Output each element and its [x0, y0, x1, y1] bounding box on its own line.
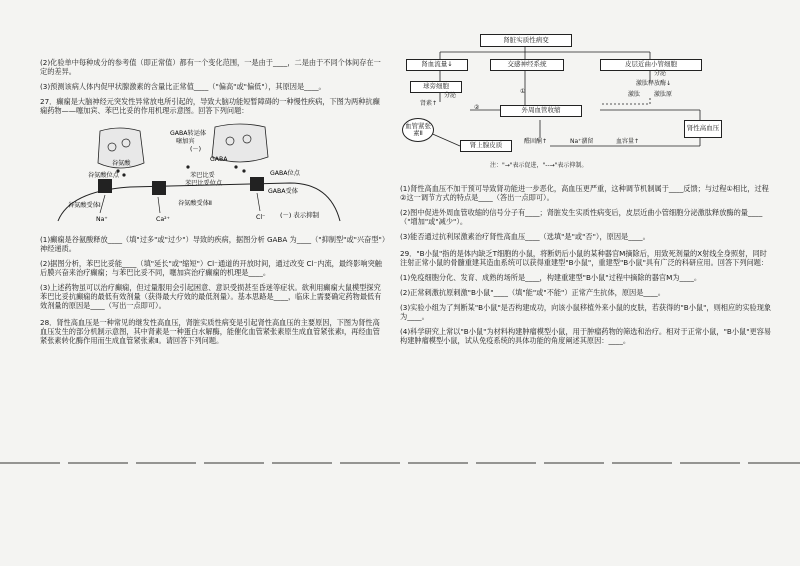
label-kinin: 激肽 [628, 91, 641, 98]
node-vasoconstriction: 外周血管收缩 [500, 105, 582, 117]
q26-part2: (2)化验单中每种成分的参考值（即正常值）都有一个变化范围，一是由于____，二是由于不同个体间存在一定的差异。 [40, 58, 381, 76]
label-renin-up: 肾素↑ [420, 100, 438, 107]
label-aldosterone: 醛固酮↑ [524, 138, 548, 145]
label-inhibit: (－) [190, 146, 202, 153]
renal-hypertension-flowchart [400, 28, 772, 178]
node-sympathetic: 交感神经系统 [490, 59, 564, 71]
label-glutamate-site: 谷氨酸位点 [88, 172, 119, 179]
label-tiagabine: 噻加宾 [176, 138, 195, 145]
label-step-1: ① [520, 88, 526, 95]
label-na: Na⁺ [96, 216, 108, 223]
label-gaba-receptor: GABA受体 [268, 188, 298, 195]
label-step-2: ② [474, 104, 480, 111]
flowchart-note: 注："→"表示促进，"--→"表示抑制。 [490, 162, 588, 169]
footer-dashes [0, 460, 800, 466]
node-renal-lesion: 肾脏实质性病变 [480, 34, 572, 47]
q28-part3: (3)能否通过抗利尿激素治疗肾性高血压____（选填"是"或"否"），原因是____。 [400, 232, 650, 241]
label-ca: Ca²⁺ [156, 216, 170, 223]
synapse-figure [40, 121, 386, 227]
node-proximal-tubule: 皮层近曲小管细胞 [600, 59, 702, 71]
label-kallikrein: 激肽释放酶↓ [636, 80, 672, 87]
q28-part2: (2)图中促进外周血管收缩的信号分子有____；肾脏发生实质性病变后，皮层近曲小管细胞分泌激肽释放酶的量____（"增加"或"减少"）。 [400, 208, 763, 226]
label-cl: Cl⁻ [256, 214, 266, 221]
left-column [40, 58, 386, 351]
q28-intro: 28．肾性高血压是一种常见的继发性高血压，肾脏实质性病变是引起肾性高血压的主要原因，下图为肾性高血压发生的部分机制示意图，其中肾素是一种蛋白水解酶，能催化血管紧张素原生成血管紧张素Ⅰ，再经血管紧张素转化酶作用而生成血管紧张素Ⅱ。请回答下列问题。 [40, 318, 380, 345]
label-receptor-2: 谷氨酸受体Ⅱ [178, 200, 212, 207]
label-blood-volume: 血容量↑ [616, 138, 640, 145]
label-gaba: GABA [210, 156, 228, 163]
q29-part2: (2)正常刺激抗原刺激"B小鼠"____（填"能"或"不能"）正常产生抗体，原因是____。 [400, 288, 665, 297]
q27-part2: (2)据图分析，苯巴比妥能____（填"延长"或"缩短"）Cl⁻通道的开放时间，通过改变 Cl⁻内流，最终影响突触后膜兴奋来治疗癫痫；与苯巴比妥不同，噻加宾治疗癫痫的机理是____。 [40, 259, 382, 277]
q29-part4: (4)科学研究上常以"B小鼠"为材料构建肿瘤模型小鼠，用于肿瘤药物的筛选和治疗。相对于正常小鼠，"B小鼠"更容易构建肿瘤模型小鼠，试从免疫系统的具体功能的角度阐述其原因：____。 [400, 327, 772, 345]
label-phenobarbital-site: 苯巴比妥位点 [185, 180, 223, 187]
q27-part3: (3)上述药物虽可以治疗癫痫，但过量服用会引起困意、意识受损甚至昏迷等症状。欲利用癫痫大鼠模型探究苯巴比妥抗癫痫的最低有效剂量（获得最大疗效的最低剂量）。基本思路是____，临床上需要确定药物最低有效剂量的原因是____（写出一点即可）。 [40, 283, 382, 310]
label-phenobarbital: 苯巴比妥 [190, 172, 215, 179]
label-kininogen: 激肽原 [654, 91, 673, 98]
right-column [400, 28, 772, 351]
q29-part3: (3)实验小组为了判断某"B小鼠"是否构建成功，向该小鼠移植外来小鼠的皮肤，若获得的"B小鼠"，则相应的实验现象为____。 [400, 303, 772, 321]
flowchart-arrows [400, 28, 772, 178]
label-gaba-transporter: GABA转运体 [170, 130, 207, 137]
synapse-diagram [40, 121, 386, 227]
label-secrete-right: 分泌 [654, 70, 667, 77]
q27-intro: 27．癫痫是大脑神经元突发性异常放电所引起的，导致大脑功能短暂障碍的一种慢性疾病，下图为两种抗癫痫药物——噻加宾、苯巴比妥的作用机理示意图。回答下列问题： [40, 97, 380, 115]
label-gaba-site: GABA位点 [270, 170, 300, 177]
q29-part1: (1)免疫细胞分化、发育、成熟的场所是____，构建重建型"B小鼠"过程中摘除的器官M为____。 [400, 273, 702, 282]
q28-part1: (1)肾性高血压不加干预可导致肾功能进一步恶化，高血压更严重，这种调节机制属于____反馈；与过程①相比，过程②这一调节方式的特点是____（答出一点即可）。 [400, 184, 769, 202]
label-na-retention: Na⁺潴留 [570, 138, 594, 145]
node-renal-blood-flow: 肾血流量↓ [406, 59, 468, 71]
label-glutamate: 谷氨酸 [112, 160, 131, 167]
q27-part1: (1)癫痫是谷氨酸释放____（填"过多"或"过少"）导致的疾病，据图分析 GABA 为____（"抑制型"或"兴奋型"）神经递质。 [40, 235, 386, 253]
node-renal-hypertension: 肾性高血压 [684, 120, 722, 138]
q29-intro: 29．"B小鼠"指的是体内缺乏T细胞的小鼠，将断奶后小鼠的某种器官M摘除后，用致死剂量的X射线全身照射，同时注射正常小鼠的骨髓重建其造血系统可以获得重建型"B小鼠"，重建型"B小鼠"具有广泛的科研应用。回答下列问题： [400, 249, 769, 267]
q26-part3: (3)预测该病人体内促甲状腺激素的含量比正常值____（"偏高"或"偏低"），其原因是____。 [40, 82, 326, 91]
node-adrenal-cortex: 肾上腺皮质 [460, 140, 512, 152]
label-secrete-left: 分泌 [444, 92, 457, 99]
label-legend: (－) 表示抑制 [280, 211, 319, 219]
node-jga: 球旁细胞 [410, 81, 462, 93]
label-receptor-1: 谷氨酸受体Ⅰ [68, 202, 101, 209]
node-angiotensin: 血管紧张素Ⅱ [402, 118, 434, 142]
